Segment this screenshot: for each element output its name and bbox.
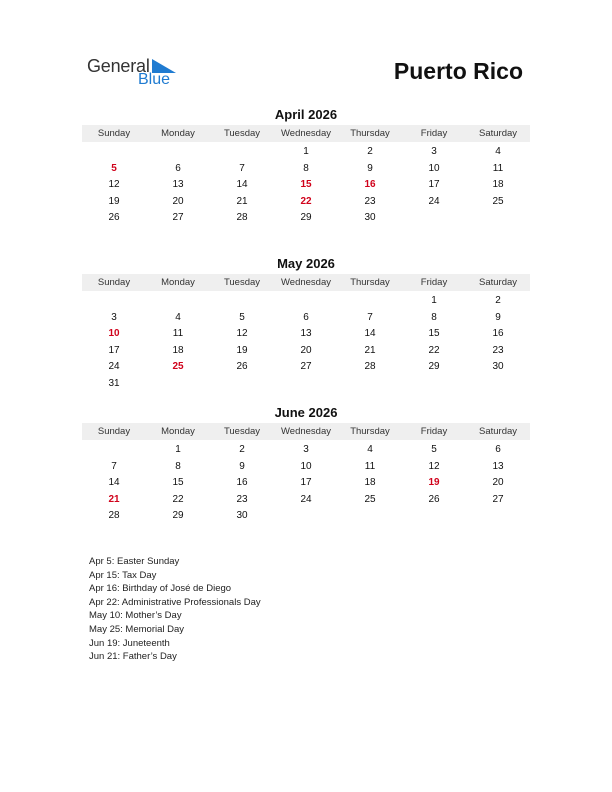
week-row: [82, 475, 530, 492]
date-cell: 11: [364, 460, 376, 472]
empty-cell: [146, 144, 210, 161]
empty-cell: [146, 293, 210, 310]
empty-cell: [82, 144, 146, 161]
holiday-date-cell: 16: [364, 179, 376, 191]
date-cell: 29: [428, 361, 440, 373]
date-cell: 8: [175, 460, 181, 472]
date-cell: 2: [495, 295, 501, 306]
empty-cell: [402, 376, 466, 393]
date-cell: 10: [300, 460, 312, 472]
date-cell: 12: [428, 460, 440, 472]
empty-cell: [466, 376, 530, 393]
empty-cell: [402, 210, 466, 227]
date-cell: 30: [492, 361, 504, 373]
empty-cell: [466, 508, 530, 525]
holiday-list-item: Apr 16: Birthday of José de Diego: [89, 583, 232, 595]
date-cell: 1: [431, 295, 437, 306]
empty-cell: [338, 376, 402, 393]
week-row: [82, 343, 530, 360]
date-cell: 2: [367, 146, 373, 157]
date-cell: 2: [239, 444, 245, 455]
weekday-label: Saturday: [478, 128, 518, 139]
date-cell: 6: [303, 311, 309, 323]
date-cell: 22: [428, 344, 440, 356]
week-row: [82, 359, 530, 376]
empty-cell: [274, 293, 338, 310]
holiday-list-item: Jun 21: Father’s Day: [89, 651, 177, 663]
empty-cell: [82, 293, 146, 310]
holiday-list: [89, 555, 261, 664]
date-cell: 4: [367, 444, 373, 455]
holiday-list-item: Apr 15: Tax Day: [89, 569, 157, 581]
date-cell: 11: [492, 162, 504, 174]
date-cell: 17: [300, 477, 312, 489]
weekday-label: Wednesday: [281, 277, 331, 288]
date-cell: 19: [108, 195, 120, 207]
date-cell: 20: [172, 195, 184, 207]
weekday-label: Thursday: [350, 128, 390, 139]
week-row: [82, 310, 530, 327]
date-cell: 14: [364, 328, 376, 340]
date-cell: 7: [367, 311, 373, 323]
date-cell: 20: [492, 477, 504, 489]
month-calendar: [82, 107, 530, 227]
date-cell: 8: [303, 162, 309, 174]
weekday-label: Saturday: [478, 277, 518, 288]
weekday-label: Saturday: [478, 426, 518, 437]
weekday-label: Sunday: [97, 277, 131, 288]
date-cell: 26: [108, 212, 120, 224]
date-cell: 4: [175, 311, 181, 323]
date-cell: 17: [108, 344, 120, 356]
date-cell: 6: [495, 444, 501, 455]
week-row: [82, 459, 530, 476]
date-cell: 23: [364, 195, 376, 207]
weekday-label: Tuesday: [223, 426, 261, 437]
date-cell: 18: [364, 477, 376, 489]
date-cell: 12: [108, 179, 120, 191]
holiday-date-cell: 19: [428, 477, 440, 489]
week-row: [82, 326, 530, 343]
empty-cell: [210, 144, 274, 161]
weekday-label: Tuesday: [223, 128, 261, 139]
month-calendar: [82, 405, 530, 525]
date-cell: 28: [108, 510, 120, 522]
date-cell: 9: [239, 460, 245, 472]
holiday-list-item: May 10: Mother’s Day: [89, 610, 182, 622]
empty-cell: [146, 376, 210, 393]
weekday-header: [82, 274, 530, 291]
week-row: [82, 442, 530, 459]
date-cell: 13: [492, 460, 504, 472]
date-cell: 13: [172, 179, 184, 191]
date-cell: 8: [431, 311, 437, 323]
date-cell: 15: [428, 328, 440, 340]
week-row: [82, 492, 530, 509]
weekday-label: Monday: [161, 426, 195, 437]
weekday-header: [82, 125, 530, 142]
weekday-label: Monday: [161, 277, 195, 288]
date-cell: 1: [175, 444, 181, 455]
month-calendar: [82, 256, 530, 393]
holiday-date-cell: 15: [300, 179, 312, 191]
date-cell: 28: [236, 212, 248, 224]
week-row: [82, 194, 530, 211]
weekday-label: Thursday: [350, 277, 390, 288]
date-cell: 29: [300, 212, 312, 224]
month-title: June 2026: [274, 405, 338, 420]
week-row: [82, 293, 530, 310]
date-cell: 17: [428, 179, 440, 191]
date-cell: 15: [172, 477, 184, 489]
date-cell: 9: [495, 311, 501, 323]
weekday-label: Tuesday: [223, 277, 261, 288]
date-cell: 3: [303, 444, 309, 455]
date-cell: 11: [172, 328, 184, 340]
date-cell: 21: [236, 195, 248, 207]
date-cell: 28: [364, 361, 376, 373]
week-row: [82, 177, 530, 194]
date-cell: 5: [239, 311, 245, 323]
generalblue-logo: [87, 56, 197, 92]
empty-cell: [338, 293, 402, 310]
date-cell: 5: [431, 444, 437, 455]
date-cell: 9: [367, 162, 373, 174]
empty-cell: [210, 293, 274, 310]
date-cell: 7: [111, 460, 117, 472]
country-title: Puerto Rico: [393, 58, 523, 84]
date-cell: 23: [492, 344, 504, 356]
date-cell: 1: [303, 146, 309, 157]
holiday-list-item: Apr 5: Easter Sunday: [89, 556, 180, 567]
empty-cell: [338, 508, 402, 525]
date-cell: 24: [300, 493, 312, 505]
empty-cell: [274, 508, 338, 525]
logo-text-blue: Blue: [138, 71, 171, 88]
date-cell: 18: [492, 179, 504, 191]
weekday-label: Monday: [161, 128, 195, 139]
date-cell: 13: [300, 328, 312, 340]
date-cell: 25: [364, 493, 376, 505]
weekday-label: Sunday: [97, 426, 131, 437]
week-row: [82, 508, 530, 525]
date-cell: 16: [492, 328, 504, 340]
holiday-date-cell: 21: [108, 493, 120, 505]
date-cell: 10: [428, 162, 440, 174]
empty-cell: [274, 376, 338, 393]
date-cell: 27: [300, 361, 312, 373]
date-cell: 16: [236, 477, 248, 489]
date-cell: 7: [239, 162, 245, 174]
holiday-date-cell: 22: [300, 195, 312, 207]
date-cell: 21: [364, 344, 376, 356]
date-cell: 3: [111, 311, 117, 323]
empty-cell: [210, 376, 274, 393]
date-cell: 14: [236, 179, 248, 191]
logo-text-general: General: [87, 56, 150, 76]
date-cell: 26: [428, 493, 440, 505]
date-cell: 19: [236, 344, 248, 356]
date-cell: 18: [172, 344, 184, 356]
holiday-list-item: Jun 19: Juneteenth: [89, 637, 170, 649]
holiday-date-cell: 5: [111, 162, 117, 174]
date-cell: 30: [236, 510, 248, 522]
weekday-label: Friday: [420, 426, 448, 437]
empty-cell: [82, 442, 146, 459]
holiday-date-cell: 25: [172, 361, 184, 373]
weekday-label: Friday: [420, 277, 448, 288]
holiday-date-cell: 10: [108, 328, 120, 340]
weekday-label: Wednesday: [281, 128, 331, 139]
week-row: [82, 144, 530, 161]
month-title: April 2026: [274, 107, 338, 122]
weekday-label: Friday: [420, 128, 448, 139]
date-cell: 30: [364, 212, 376, 224]
date-cell: 27: [492, 493, 504, 505]
date-cell: 23: [236, 493, 248, 505]
week-row: [82, 376, 530, 393]
date-cell: 4: [495, 146, 501, 157]
month-title: May 2026: [277, 256, 335, 271]
week-row: [82, 161, 530, 178]
date-cell: 14: [108, 477, 120, 489]
date-cell: 12: [236, 328, 248, 340]
empty-cell: [466, 210, 530, 227]
date-cell: 24: [428, 195, 440, 207]
weekday-label: Thursday: [350, 426, 390, 437]
empty-cell: [402, 508, 466, 525]
week-row: [82, 210, 530, 227]
date-cell: 24: [108, 361, 120, 373]
date-cell: 6: [175, 162, 181, 174]
holiday-list-item: May 25: Memorial Day: [89, 623, 185, 635]
date-cell: 25: [492, 195, 504, 207]
date-cell: 3: [431, 146, 437, 157]
date-cell: 22: [172, 493, 184, 505]
date-cell: 20: [300, 344, 312, 356]
date-cell: 29: [172, 510, 184, 522]
date-cell: 31: [108, 377, 120, 389]
weekday-label: Wednesday: [281, 426, 331, 437]
weekday-header: [82, 423, 530, 440]
holiday-list-item: Apr 22: Administrative Professionals Day: [89, 596, 261, 608]
date-cell: 27: [172, 212, 184, 224]
date-cell: 26: [236, 361, 248, 373]
weekday-label: Sunday: [97, 128, 131, 139]
